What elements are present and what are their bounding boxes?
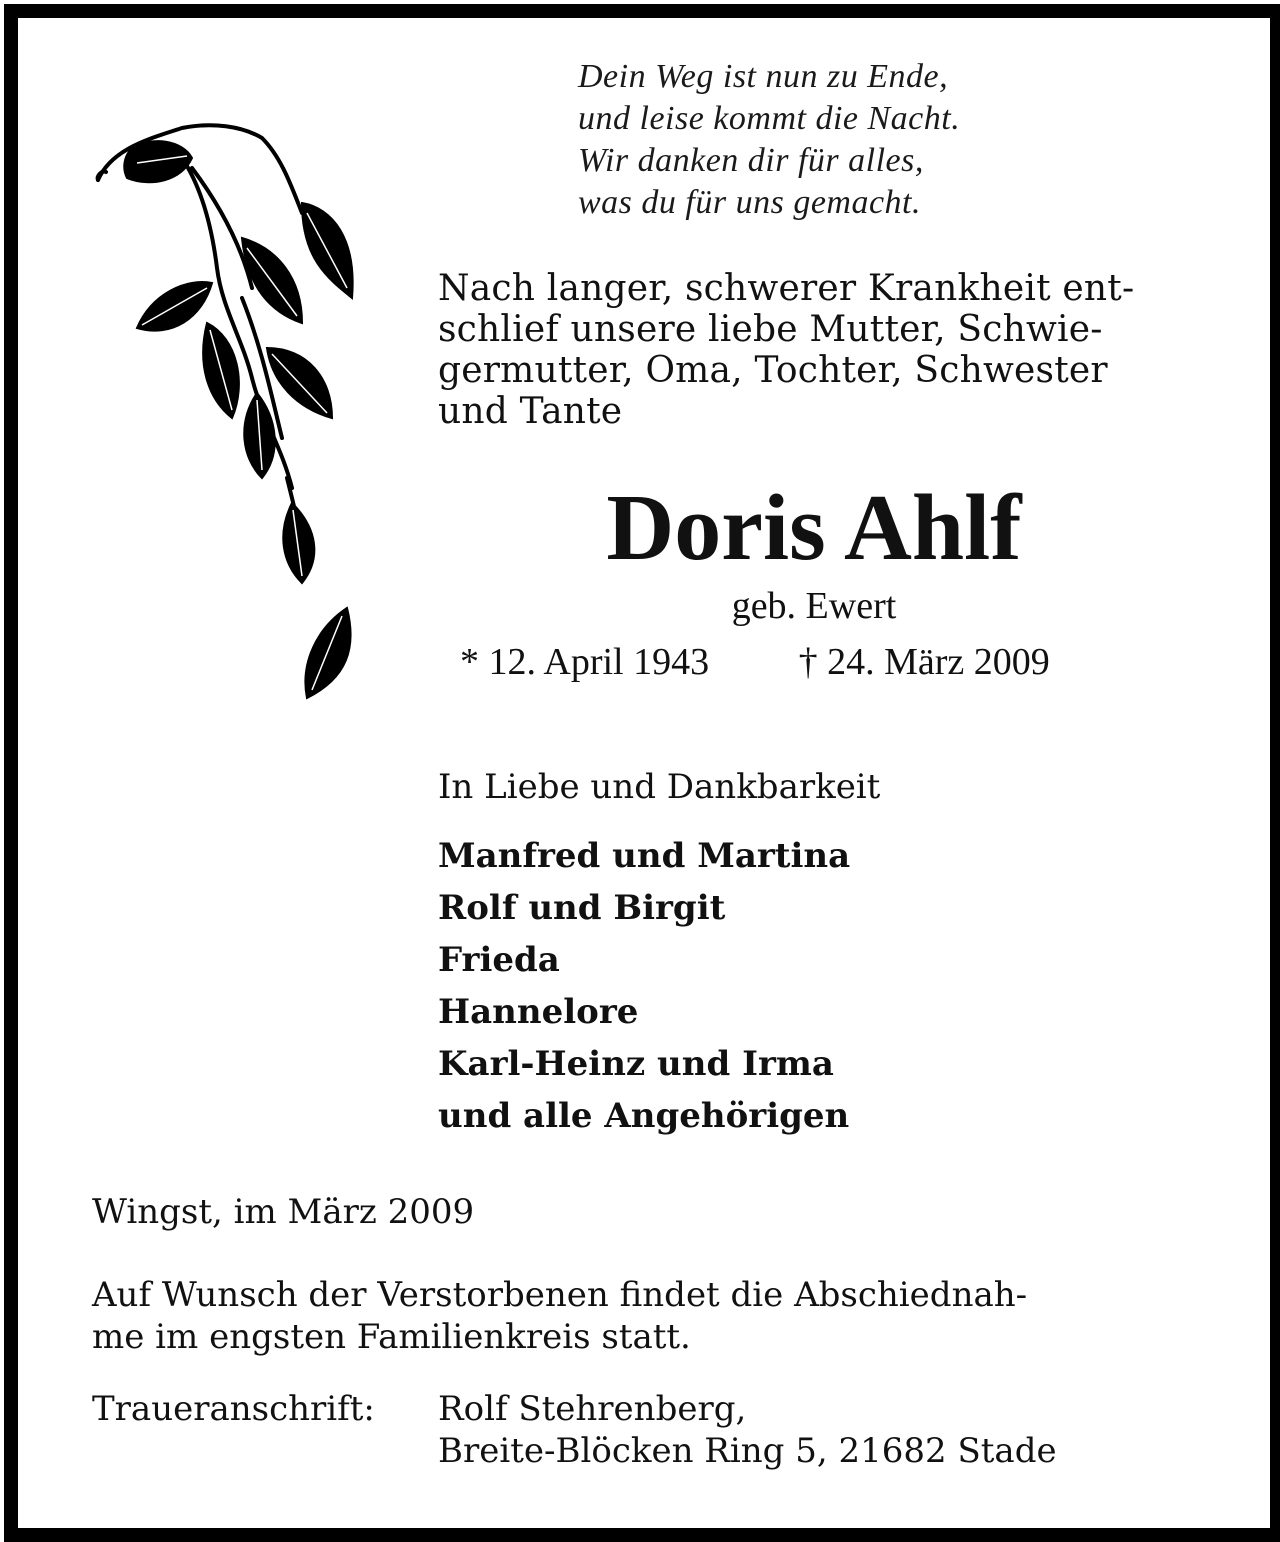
death-date: † 24. März 2009 <box>798 641 1050 683</box>
address-label: Traueranschrift: <box>92 1389 375 1429</box>
birth-date: * 12. April 1943 <box>460 641 710 683</box>
birth-name: geb. Ewert <box>731 585 897 627</box>
thanks-line: In Liebe und Dankbarkeit <box>438 767 881 807</box>
address-line: Rolf Stehrenberg, <box>438 1389 747 1429</box>
deceased-name: Doris Ahlf <box>606 476 1022 580</box>
address-line: Breite-Blöcken Ring 5, 21682 Stade <box>438 1431 1057 1471</box>
poem-line: was du für uns gemacht. <box>578 184 921 221</box>
notice-line: Auf Wunsch der Verstorbenen findet die Abschiednah- <box>92 1275 1028 1315</box>
intro-line: germutter, Oma, Tochter, Schwester <box>438 350 1108 391</box>
poem-line: und leise kommt die Nacht. <box>578 100 961 137</box>
mourner-entry: Hannelore <box>438 992 639 1032</box>
intro-text <box>438 268 1190 432</box>
mourner-entry: Frieda <box>438 940 560 980</box>
poem-line: Wir danken dir für alles, <box>578 142 924 179</box>
poem-line: Dein Weg ist nun zu Ende, <box>578 58 949 95</box>
farewell-notice <box>92 1274 1190 1358</box>
mourner-entry: und alle Angehörigen <box>438 1096 850 1136</box>
mourner-entry: Rolf und Birgit <box>438 888 726 928</box>
place-date: Wingst, im März 2009 <box>92 1192 475 1232</box>
poem-verse <box>578 56 960 224</box>
mourner-entry: Manfred und Martina <box>438 836 851 876</box>
life-dates <box>460 640 1050 684</box>
intro-line: Nach langer, schwerer Krankheit ent- <box>438 268 1135 309</box>
intro-line: und Tante <box>438 391 623 432</box>
mourners-list <box>438 830 850 1142</box>
leaf-branch-icon <box>92 118 372 718</box>
notice-line: me im engsten Familienkreis statt. <box>92 1317 691 1357</box>
mourner-entry: Karl-Heinz und Irma <box>438 1044 834 1084</box>
mourning-address <box>438 1388 1057 1472</box>
intro-line: schlief unsere liebe Mutter, Schwie- <box>438 309 1103 350</box>
